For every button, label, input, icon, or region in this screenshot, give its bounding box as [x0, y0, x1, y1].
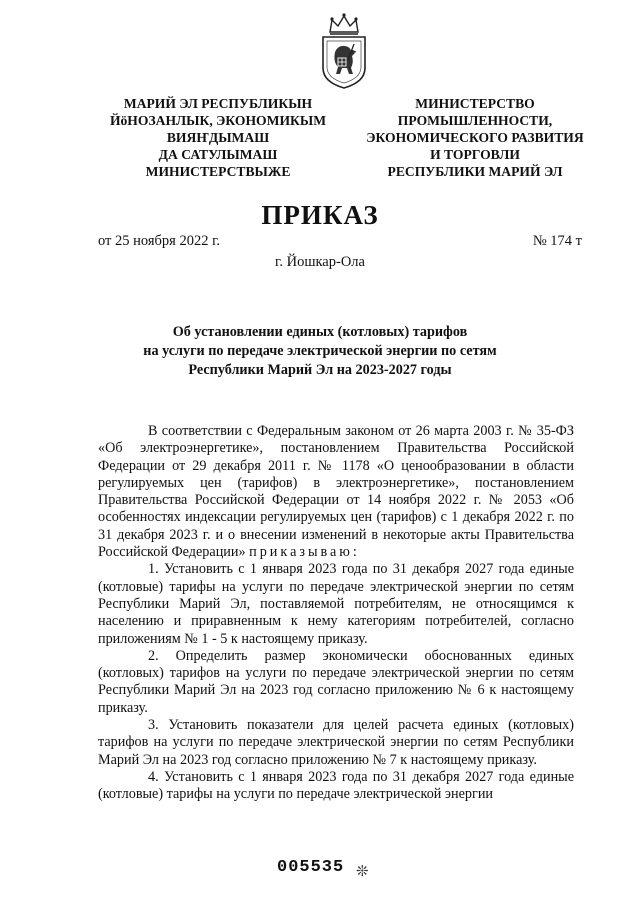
- subject-line: Республики Марий Эл на 2023-2027 годы: [188, 362, 452, 378]
- document-subject: [100, 323, 540, 380]
- ministry-name-line: И ТОРГОВЛИ: [430, 147, 520, 162]
- ministry-name-line: МИНИСТЕРСТВО: [415, 96, 535, 111]
- ministry-name-russian: [356, 95, 594, 180]
- ministry-name-line: ПРОМЫШЛЕННОСТИ,: [397, 113, 553, 128]
- form-serial-number: 005535: [277, 858, 345, 877]
- order-item: 2. Определить размер экономически обоснованных единых (котловых) тарифов на услуги по передаче электрической энергии по сетям Республики Марий Эл на 2023 год согласно приложению № 6 к настоящему приказу.: [98, 647, 574, 716]
- ministry-name-line: РЕСПУБЛИКИ МАРИЙ ЭЛ: [387, 164, 563, 179]
- document-body: [98, 423, 574, 804]
- document-date: от 25 ноября 2022 г.: [98, 233, 221, 249]
- order-item: 4. Установить с 1 января 2023 года по 31 декабря 2027 года единые (котловые) тарифы на услуги по передаче электрической энергии: [98, 768, 574, 803]
- ministry-name-line: МАРИЙ ЭЛ РЕСПУБЛИКЫН: [123, 96, 313, 111]
- preamble-text: В соответствии с Федеральным законом от 26 марта 2003 г. № 35-ФЗ «Об электроэнергетике», постановлением Правительства Российской Федерации от 29 декабря 2011 г. № 1178 «О ценообразовании в области регулируемых цен (тарифов) в электроэнергетике», постановлением Правительства Российской Федерации от 14 ноября 2022 г. № 2053 «Об особенностях индексации регулируемых цен (тарифов) с 1 декабря 2022 г. по 31 декабря 2023 г. и о внесении изменений в некоторые акты Правительства Российской Федерации»: [98, 423, 574, 561]
- coat-of-arms-mari-el-icon: [318, 10, 370, 90]
- ministry-name-line: МИНИСТЕРСТВЫЖЕ: [145, 164, 291, 179]
- order-item: 3. Установить показатели для целей расчета единых (котловых) тарифов на услуги по передаче электрической энергии по сетям Республики Марий Эл на 2023 год согласно приложению № 7 к настоящему приказу.: [98, 717, 574, 768]
- document-city: г. Йошкар-Ола: [275, 254, 365, 270]
- ministry-name-line: ДА САТУЛЫМАШ: [158, 147, 278, 162]
- order-word: приказываю:: [249, 544, 360, 561]
- ministry-name-line: ВИЯҤДЫМАШ: [166, 130, 270, 145]
- ministry-name-line: ЭКОНОМИЧЕСКОГО РАЗВИТИЯ: [366, 130, 584, 145]
- ministry-name-mari: [98, 95, 338, 180]
- preamble-paragraph: [98, 423, 574, 561]
- ministry-name-line: ЙӧНОЗАНЛЫК, ЭКОНОМИКЫМ: [109, 113, 327, 128]
- subject-line: на услуги по передаче электрической энергии по сетям: [143, 343, 497, 359]
- subject-line: Об установлении единых (котловых) тарифов: [172, 324, 468, 340]
- order-item: 1. Установить с 1 января 2023 года по 31 декабря 2027 года единые (котловые) тарифы на услуги по передаче электрической энергии по сетям Республики Марий Эл, поставляемой потребителям, не относящимся к населению и приравненным к нему категориям потребителей, согласно приложениям № 1 - 5 к настоящему приказу.: [98, 561, 574, 647]
- document-title: ПРИКАЗ: [261, 200, 379, 230]
- serial-ornament-icon: ❊: [356, 864, 369, 880]
- document-number: № 174 т: [532, 233, 582, 249]
